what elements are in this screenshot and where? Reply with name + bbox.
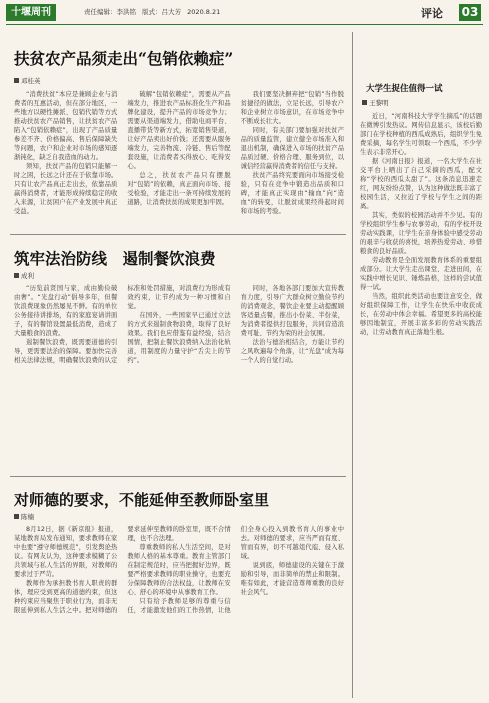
paragraph: 据《河南日报》报道，一名大学生在社交平台上晒出了自己采摘的西瓜，配文称“学校的西瓜太甜了”。这条消息迅速走红，网友纷纷点赞，认为这种做法既丰富了校园生活，又拉近了学校与学生之间的距离。 xyxy=(360,158,482,210)
paragraph: 只有给予教师足够的尊重与信任，才能激发他们的工作热情，让他们全身心投入到教书育人的事业中去。对师德的要求，应当严而有度、管而有界，切不可越俎代庖、侵入私域。 xyxy=(127,526,344,614)
paragraph: 当然，组织此类活动也要注意安全，做好组织保障工作，让学生在快乐中收获成长，在劳动中体会幸福。希望更多的高校能够因地制宜，开展丰富多彩的劳动实践活动，让劳动教育真正落地生根。 xyxy=(360,293,482,336)
article-1-author: 邓桂英 xyxy=(21,77,41,85)
sidebar-byline xyxy=(362,98,389,107)
paragraph: 同时，有关部门要加强对扶贫产品的质量监管，建立健全市场准入和退出机制，确保进入市场的扶贫产品品质过硬、价格合理、服务到位，以诚信经营赢得消费者的信任与支持。 xyxy=(240,127,344,170)
newspaper-brand: 十堰周刊 xyxy=(6,4,56,21)
article-2-body xyxy=(14,284,344,472)
article-2-title: 筑牢法治防线 遏制餐饮浪费 xyxy=(14,249,216,268)
issue-date: 2020.8.21 xyxy=(187,8,221,16)
masthead xyxy=(6,4,483,24)
sidebar-body xyxy=(360,112,482,697)
paragraph: 总之，扶贫农产品只有摆脱对“包销”的依赖，真正面向市场、接受检验，才能走出一条可持续发展的道路，让消费扶贫的成果更加牢固。 xyxy=(127,172,231,206)
article-1-byline xyxy=(14,76,41,85)
sidebar-author: 王黎明 xyxy=(369,99,389,107)
article-3-title: 对师德的要求，不能延伸至教师卧室里 xyxy=(14,491,270,509)
article-3-author: 陈楠 xyxy=(21,513,34,521)
article-2-author: 成利 xyxy=(21,272,34,280)
article-3-body xyxy=(14,525,344,697)
paragraph: 在国外，一些国家早已通过立法的方式来遏制食物浪费，取得了良好效果。我们也应借鉴有益经验，结合国情，把制止餐饮浪费纳入法治化轨道，用制度的力量守护“舌尖上的节约”。 xyxy=(127,312,231,364)
paragraph: 近日，“河南科技大学学生摘瓜”的话题在微博引发热议。网传信息显示，该校后勤部门在学校种植的西瓜成熟后，组织学生免费采摘，每名学生可领取一个西瓜，不少学生表示非常开心。 xyxy=(360,113,482,156)
paragraph: 遏制餐饮浪费，既需要道德的引导，更需要法治的保障。要加快完善相关法律法规，明确餐饮浪费的认定标准和处罚措施，对浪费行为形成有效约束，让节约成为一种习惯和自觉。 xyxy=(14,285,231,364)
paragraph: 说到底，师德建设的关键在于激励和引导，而非简单的禁止和限制。唯有如此，才能营造尊师重教的良好社会风气。 xyxy=(240,562,344,596)
paragraph: 我们要坚决摒弃把“包销”当作脱贫捷径的做法，立足长远，引导农户和企业树立市场意识，在市场竞争中不断成长壮大。 xyxy=(240,91,344,125)
editor-credits xyxy=(84,7,224,16)
paragraph: 同时，各地各部门要加大宣传教育力度，引导广大群众树立勤俭节约的消费观念，餐饮企业要主动提醒顾客适量点餐，推出小份菜、半份菜，为消费者提供打包服务，共同营造浪费可耻、节约为荣的社会氛围。 xyxy=(240,285,344,337)
paragraph: 其实，类似的校园活动并不少见。有的学校组织学生参与农事劳动，有的学校开设劳动实践课，让学生在亲身体验中感受劳动的艰辛与收获的喜悦，培养热爱劳动、珍惜粮食的良好品质。 xyxy=(360,212,482,255)
article-2-byline xyxy=(14,271,34,280)
designer-name: 版式：吕大芳 xyxy=(142,8,182,16)
article-1-title: 扶贫农产品须走出“包销依赖症” xyxy=(14,49,234,68)
article-3-byline xyxy=(14,512,34,521)
sidebar-title: 大学生捉住值得一试 xyxy=(366,84,443,94)
paragraph: 须知，扶贫产品的包销只能解一时之困，长远之计还在于依靠市场。只有让农产品真正走出去，依靠品质赢得消费者，才能形成持续稳定的收入来源，让贫困户在产业发展中真正受益。 xyxy=(14,163,118,215)
article-1-body xyxy=(14,90,344,230)
section-title: 评论 xyxy=(421,7,443,20)
article-divider-1 xyxy=(10,234,346,235)
page-number: 03 xyxy=(459,4,481,21)
paragraph: 破解“包销依赖症”，需要从产品端发力，推进农产品标准化生产和品牌化建设，提升产品的市场竞争力；需要从渠道端发力，借助电商平台、直播带货等新方式，拓宽销售渠道，让好产品卖出好价钱；还需要从服务端发力，完善物流、冷链、售后等配套设施，让消费者买得放心、吃得安心。 xyxy=(127,91,231,170)
article-divider-2 xyxy=(10,476,346,477)
paragraph: 8月12日，据《新京报》报道，某地教育局发布通知，要求教师在家中也要“遵守师德规范”，引发舆论热议。有网友认为，这种要求模糊了公共领域与私人生活的界限，对教师的要求过于严苛。 xyxy=(14,526,118,578)
paragraph: “消费扶贫”本应是兼顾企业与消费者的互惠活动，但在部分地区，一些地方以硬性摊派、包销代销等方式推动扶贫农产品销售，让扶贫农产品陷入“包销依赖症”，出现了产品质量参差不齐、价格偏高、售后保障缺失等问题，农户和企业对市场的感知逐渐钝化，缺乏自我造血的动力。 xyxy=(14,91,118,161)
editor-name: 责任编辑：李洪铭 xyxy=(84,8,136,16)
paragraph: “历览前贤国与家，成由勤俭破由奢”。“光盘行动”倡导多年，但餐饮浪费现象仍然屡见不鲜。有的单位公务接待讲排场，有的家庭宴请讲面子，有的餐馆设置最低消费，造成了大量粮食的浪费。 xyxy=(14,285,118,337)
paragraph: 扶贫产品终究要面向市场接受检验，只有在竞争中锻造出品质和口碑，才能真正实现由“输血”向“造血”的转变，让脱贫成果经得起时间和市场的考验。 xyxy=(240,172,344,215)
paragraph: 劳动教育是全面发展教育体系的重要组成部分。让大学生走出课堂、走进田间，在实践中增长见识、锤炼品格，这样的尝试值得一试。 xyxy=(360,257,482,291)
paragraph: 法治与德治相结合，方能让节约之风吹遍每个角落，让“光盘”成为每一个人的自觉行动。 xyxy=(240,339,344,364)
paragraph: 尊重教师的私人生活空间，是对教师人格的基本尊重。教育主管部门在制定规范时，应当把握好边界，既要严格要求教师的职业操守，也要充分保障教师的合法权益，让教师在安心、舒心的环境中从事教育工作。 xyxy=(127,544,231,596)
sidebar-divider xyxy=(352,32,353,698)
header-rule xyxy=(6,24,483,25)
paragraph: 教师作为承担教书育人职责的群体，理应受到更高的道德约束，但这种约束应当聚焦于职业行为，而非无限延伸到私人生活之中。把对师德的要求延伸至教师的卧室里，既不合情理，也不合法理。 xyxy=(14,526,231,614)
